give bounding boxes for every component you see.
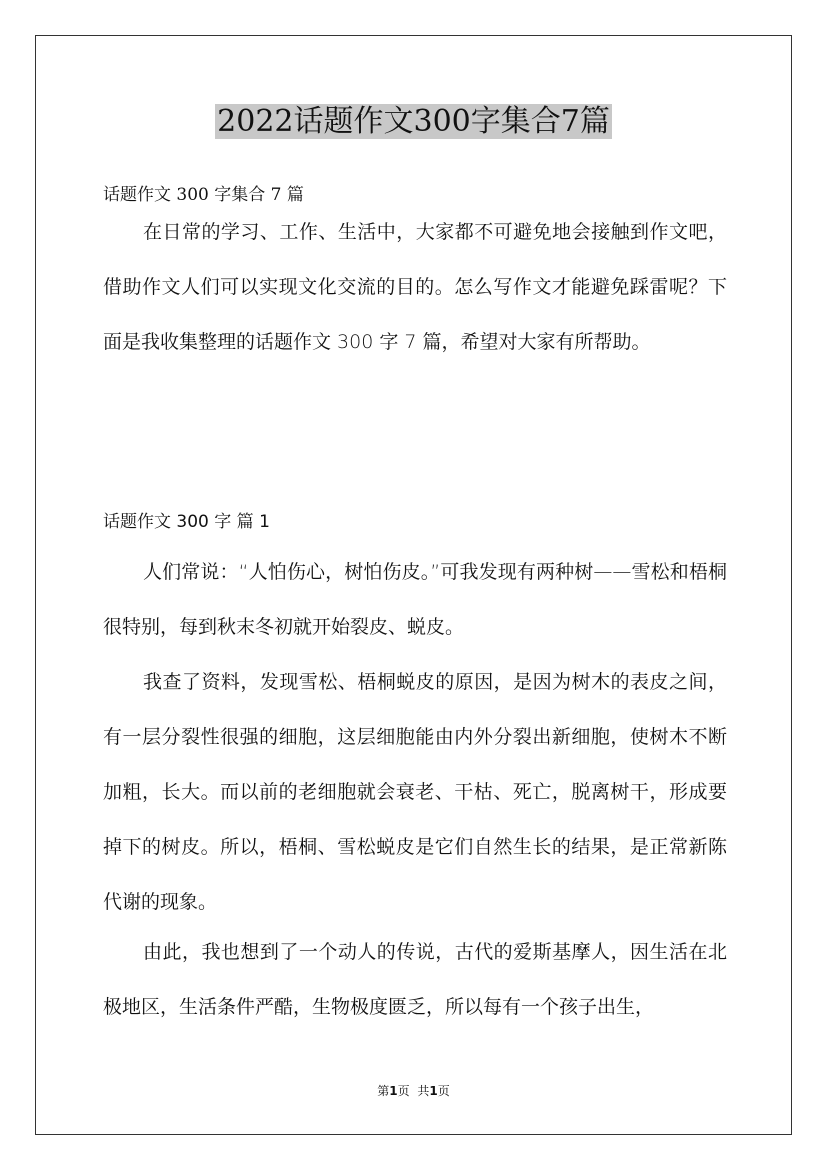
body-paragraph-2: 我查了资料，发现雪松、梧桐蜕皮的原因，是因为树木的表皮之间，有一层分裂性很强的细胞，这层细胞能由内外分裂出新细胞，使树木不断加粗，长大。而以前的老细胞就会衰老、干枯、死亡，脱离树干，形成要掉下的树皮。所以，梧桐、雪松蜕皮是它们自然生长的结果，是正常新陈代谢的现象。 xyxy=(103,671,727,913)
intro-paragraph: 在日常的学习、工作、生活中，大家都不可避免地会接触到作文吧，借助作文人们可以实现文化交流的目的。怎么写作文才能避免踩雷呢？下面是我收集整理的话题作文 300 字 7 篇，希望对大家有所帮助。 xyxy=(103,221,727,353)
page-number: 1 xyxy=(389,1084,398,1098)
total-prefix: 共 xyxy=(417,1084,430,1098)
body-paragraph-3: 由此，我也想到了一个动人的传说，古代的爱斯基摩人，因生活在北极地区，生活条件严酷，生物极度匮乏，所以每有一个孩子出生， xyxy=(103,941,727,1018)
document-title-text: 2022话题作文300字集合7篇 xyxy=(217,104,610,139)
total-pages: 1 xyxy=(429,1084,438,1098)
document-subtitle: 话题作文 300 字集合 7 篇 xyxy=(103,185,304,205)
document-title xyxy=(0,100,827,144)
section-heading: 话题作文 300 字 篇 1 xyxy=(103,512,270,532)
page-prefix: 第 xyxy=(377,1084,390,1098)
total-suffix: 页 xyxy=(437,1084,450,1098)
body-paragraph-1: 人们常说：“人怕伤心，树怕伤皮。”可我发现有两种树——雪松和梧桐很特别，每到秋末冬初就开始裂皮、蜕皮。 xyxy=(103,561,727,638)
page-footer xyxy=(0,1082,827,1099)
page-suffix: 页 xyxy=(397,1084,410,1098)
